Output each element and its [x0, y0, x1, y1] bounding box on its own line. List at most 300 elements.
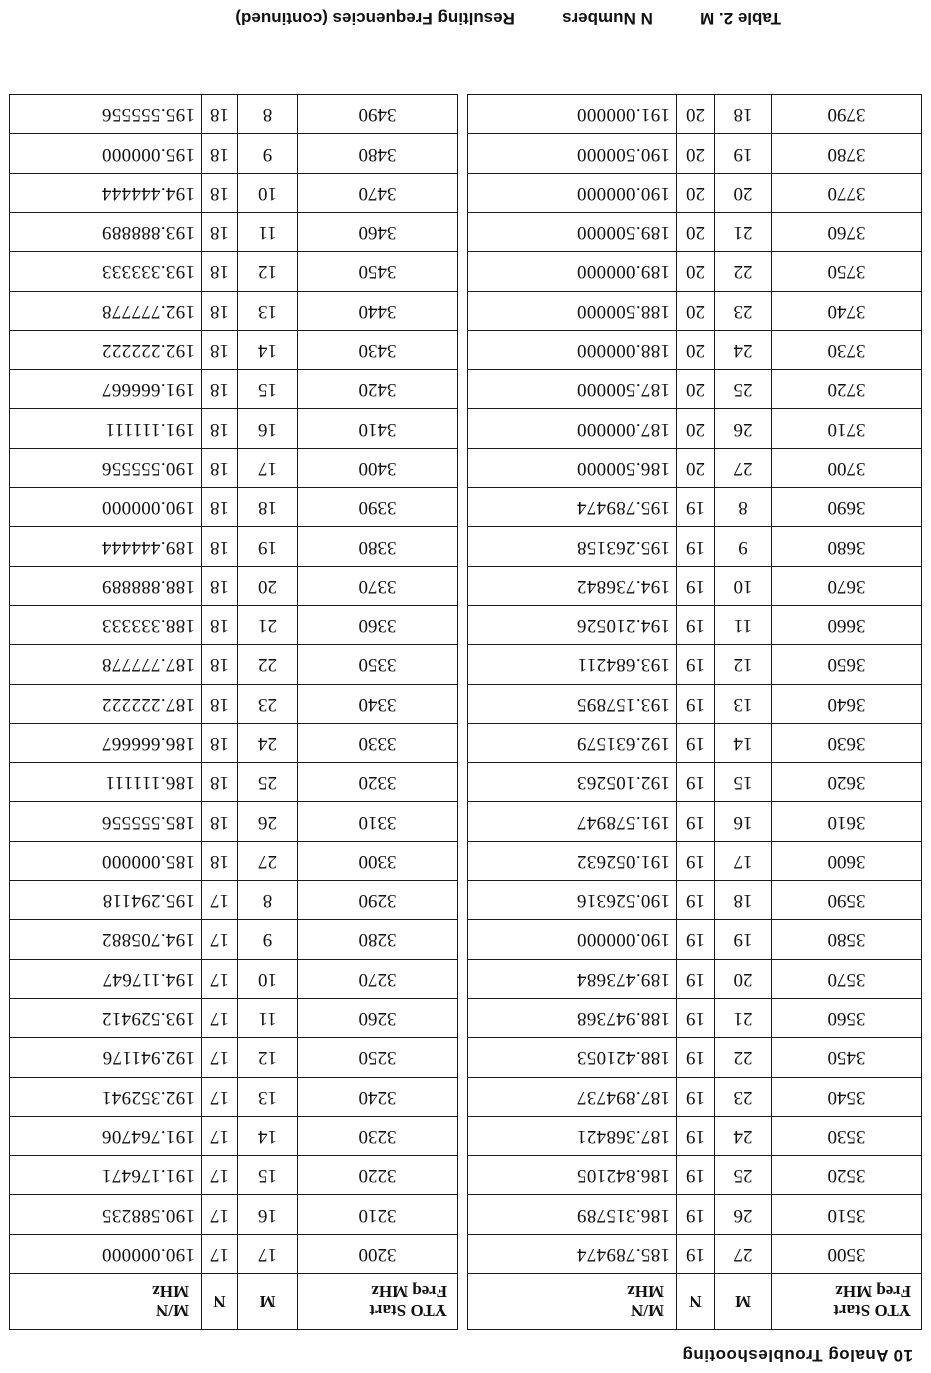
n-cell: 19: [677, 566, 715, 605]
yto-cell: 3280: [298, 920, 458, 959]
yto-cell: 3600: [772, 841, 922, 880]
table-header-row: [468, 1274, 922, 1330]
result-cell: 192.631579: [468, 723, 677, 762]
n-cell: 20: [677, 173, 715, 212]
yto-cell: 3320: [298, 763, 458, 802]
m-cell: 17: [238, 448, 298, 487]
n-cell: 19: [677, 684, 715, 723]
table-row: [468, 998, 922, 1037]
result-cell: 195.789474: [468, 488, 677, 527]
result-cell: 187.368421: [468, 1116, 677, 1155]
table-row: [468, 645, 922, 684]
table-row: [468, 173, 922, 212]
n-cell: 17: [202, 998, 238, 1037]
result-cell: 188.421053: [468, 1038, 677, 1077]
m-cell: 13: [238, 1077, 298, 1116]
yto-cell: 3340: [298, 684, 458, 723]
result-cell: 190.000000: [10, 1234, 202, 1273]
n-cell: 20: [677, 252, 715, 291]
m-cell: 22: [715, 252, 772, 291]
result-cell: 185.789474: [468, 1234, 677, 1273]
m-cell: 13: [238, 291, 298, 330]
yto-column-header: YTO Start Freq MHz: [298, 1274, 458, 1330]
table-header-row: [10, 1274, 458, 1330]
result-cell: 195.555556: [10, 95, 202, 134]
table-row: [468, 920, 922, 959]
mn-column-header: M/N MHz: [10, 1274, 202, 1330]
result-cell: 191.052632: [468, 841, 677, 880]
yto-column-header: YTO Start Freq MHz: [772, 1274, 922, 1330]
m-cell: 8: [238, 95, 298, 134]
yto-cell: 3770: [772, 173, 922, 212]
m-cell: 16: [238, 409, 298, 448]
caption-title: N Numbers: [562, 9, 653, 28]
m-cell: 18: [715, 95, 772, 134]
m-cell: 27: [715, 1234, 772, 1273]
table-row: [468, 409, 922, 448]
yto-cell: 3480: [298, 134, 458, 173]
yto-cell: 3510: [772, 1195, 922, 1234]
yto-cell: 3260: [298, 998, 458, 1037]
n-cell: 18: [202, 763, 238, 802]
result-cell: 191.764706: [10, 1116, 202, 1155]
m-cell: 11: [238, 998, 298, 1037]
m-cell: 26: [715, 409, 772, 448]
yto-cell: 3530: [772, 1116, 922, 1155]
table-row: [468, 1038, 922, 1077]
yto-cell: 3760: [772, 212, 922, 251]
result-cell: 190.526316: [468, 881, 677, 920]
m-cell: 10: [238, 173, 298, 212]
yto-cell: 3610: [772, 802, 922, 841]
m-column-header: M: [238, 1274, 298, 1330]
yto-cell: 3250: [298, 1038, 458, 1077]
n-cell: 20: [677, 448, 715, 487]
result-cell: 186.842105: [468, 1156, 677, 1195]
yto-cell: 3640: [772, 684, 922, 723]
n-cell: 18: [202, 841, 238, 880]
table-row: [468, 841, 922, 880]
n-cell: 17: [202, 1038, 238, 1077]
yto-cell: 3370: [298, 566, 458, 605]
yto-cell: 3200: [298, 1234, 458, 1273]
n-cell: 19: [677, 841, 715, 880]
n-cell: 18: [202, 134, 238, 173]
m-cell: 9: [715, 527, 772, 566]
m-cell: 26: [238, 802, 298, 841]
n-cell: 18: [202, 684, 238, 723]
table-row: [468, 723, 922, 762]
caption-label: Table 2. M: [700, 9, 781, 28]
m-cell: 10: [238, 959, 298, 998]
m-cell: 18: [238, 488, 298, 527]
result-cell: 192.222222: [10, 330, 202, 369]
n-cell: 18: [202, 252, 238, 291]
n-cell: 19: [677, 1116, 715, 1155]
yto-cell: 3670: [772, 566, 922, 605]
m-cell: 23: [715, 291, 772, 330]
table-row: [10, 527, 458, 566]
result-cell: 194.705882: [10, 920, 202, 959]
m-cell: 11: [715, 605, 772, 644]
yto-cell: 3710: [772, 409, 922, 448]
table-row: [468, 370, 922, 409]
m-cell: 9: [238, 920, 298, 959]
table-row: [468, 527, 922, 566]
n-cell: 19: [677, 802, 715, 841]
result-cell: 187.500000: [468, 370, 677, 409]
m-cell: 19: [715, 920, 772, 959]
yto-cell: 3780: [772, 134, 922, 173]
yto-cell: 3270: [298, 959, 458, 998]
m-cell: 9: [238, 134, 298, 173]
m-cell: 21: [715, 998, 772, 1037]
result-cell: 191.111111: [10, 409, 202, 448]
result-cell: 185.000000: [10, 841, 202, 880]
result-cell: 194.210526: [468, 605, 677, 644]
n-cell: 17: [202, 881, 238, 920]
n-cell: 19: [677, 723, 715, 762]
yto-cell: 3290: [298, 881, 458, 920]
m-cell: 20: [715, 173, 772, 212]
yto-cell: 3590: [772, 881, 922, 920]
table-row: [10, 1234, 458, 1273]
yto-cell: 3620: [772, 763, 922, 802]
yto-cell: 3450: [772, 1038, 922, 1077]
table-row: [468, 802, 922, 841]
n-cell: 18: [202, 409, 238, 448]
n-cell: 18: [202, 212, 238, 251]
yto-cell: 3220: [298, 1156, 458, 1195]
n-cell: 18: [202, 173, 238, 212]
yto-cell: 3520: [772, 1156, 922, 1195]
n-cell: 17: [202, 1195, 238, 1234]
m-cell: 12: [715, 645, 772, 684]
table-row: [468, 605, 922, 644]
m-column-header: M: [715, 1274, 772, 1330]
yto-cell: 3400: [298, 448, 458, 487]
frequency-table-right: [9, 94, 458, 1330]
n-cell: 20: [677, 291, 715, 330]
m-cell: 25: [238, 763, 298, 802]
table-row: [10, 881, 458, 920]
yto-cell: 3380: [298, 527, 458, 566]
table-row: [468, 566, 922, 605]
yto-cell: 3690: [772, 488, 922, 527]
table-row: [468, 330, 922, 369]
yto-cell: 3350: [298, 645, 458, 684]
result-cell: 188.000000: [468, 330, 677, 369]
yto-cell: 3240: [298, 1077, 458, 1116]
m-cell: 15: [715, 763, 772, 802]
n-cell: 18: [202, 605, 238, 644]
m-cell: 20: [715, 959, 772, 998]
n-cell: 17: [202, 1156, 238, 1195]
table-row: [10, 252, 458, 291]
yto-cell: 3390: [298, 488, 458, 527]
table-row: [468, 1195, 922, 1234]
yto-cell: 3540: [772, 1077, 922, 1116]
result-cell: 191.000000: [468, 95, 677, 134]
table-row: [10, 95, 458, 134]
result-cell: 186.315789: [468, 1195, 677, 1234]
m-cell: 21: [238, 605, 298, 644]
yto-cell: 3310: [298, 802, 458, 841]
n-cell: 20: [677, 212, 715, 251]
m-cell: 27: [715, 448, 772, 487]
m-cell: 16: [715, 802, 772, 841]
table-row: [468, 1116, 922, 1155]
table-row: [10, 959, 458, 998]
table-row: [10, 448, 458, 487]
n-cell: 18: [202, 527, 238, 566]
m-cell: 10: [715, 566, 772, 605]
result-cell: 195.294118: [10, 881, 202, 920]
m-cell: 11: [238, 212, 298, 251]
result-cell: 194.117647: [10, 959, 202, 998]
table-row: [468, 252, 922, 291]
yto-cell: 3700: [772, 448, 922, 487]
yto-cell: 3680: [772, 527, 922, 566]
yto-cell: 3490: [298, 95, 458, 134]
result-cell: 187.222222: [10, 684, 202, 723]
n-cell: 19: [677, 998, 715, 1037]
result-cell: 193.333333: [10, 252, 202, 291]
result-cell: 193.684211: [468, 645, 677, 684]
table-row: [468, 95, 922, 134]
n-cell: 19: [677, 605, 715, 644]
m-cell: 14: [715, 723, 772, 762]
result-cell: 186.666667: [10, 723, 202, 762]
result-cell: 187.777778: [10, 645, 202, 684]
yto-cell: 3580: [772, 920, 922, 959]
n-cell: 20: [677, 134, 715, 173]
m-cell: 27: [238, 841, 298, 880]
result-cell: 186.500000: [468, 448, 677, 487]
table-row: [10, 370, 458, 409]
n-cell: 20: [677, 370, 715, 409]
table-row: [10, 645, 458, 684]
result-cell: 193.888889: [10, 212, 202, 251]
m-cell: 24: [715, 330, 772, 369]
m-cell: 12: [238, 252, 298, 291]
n-cell: 19: [677, 1234, 715, 1273]
n-cell: 17: [202, 1234, 238, 1273]
result-cell: 190.555556: [10, 448, 202, 487]
table-row: [468, 959, 922, 998]
m-cell: 19: [715, 134, 772, 173]
table-row: [468, 291, 922, 330]
n-cell: 20: [677, 409, 715, 448]
n-cell: 18: [202, 370, 238, 409]
yto-cell: 3360: [298, 605, 458, 644]
m-cell: 14: [238, 1116, 298, 1155]
n-cell: 19: [677, 1156, 715, 1195]
m-cell: 17: [238, 1234, 298, 1273]
n-cell: 18: [202, 566, 238, 605]
result-cell: 190.000000: [10, 488, 202, 527]
result-cell: 189.000000: [468, 252, 677, 291]
result-cell: 188.500000: [468, 291, 677, 330]
page-header: 10 Analog Troubleshooting: [682, 1346, 913, 1365]
m-cell: 15: [238, 370, 298, 409]
table-row: [468, 684, 922, 723]
table-row: [10, 920, 458, 959]
result-cell: 188.888889: [10, 566, 202, 605]
yto-cell: 3460: [298, 212, 458, 251]
table-row: [10, 763, 458, 802]
result-cell: 192.777778: [10, 291, 202, 330]
n-cell: 19: [677, 1195, 715, 1234]
result-cell: 194.444444: [10, 173, 202, 212]
m-cell: 25: [715, 370, 772, 409]
table-row: [468, 488, 922, 527]
mn-column-header: M/N MHz: [468, 1274, 677, 1330]
yto-cell: 3230: [298, 1116, 458, 1155]
yto-cell: 3410: [298, 409, 458, 448]
m-cell: 17: [715, 841, 772, 880]
m-cell: 25: [715, 1156, 772, 1195]
n-cell: 19: [677, 488, 715, 527]
m-cell: 23: [715, 1077, 772, 1116]
table-row: [10, 488, 458, 527]
m-cell: 20: [238, 566, 298, 605]
m-cell: 12: [238, 1038, 298, 1077]
table-row: [10, 134, 458, 173]
n-cell: 18: [202, 291, 238, 330]
table-row: [10, 1077, 458, 1116]
result-cell: 192.105263: [468, 763, 677, 802]
yto-cell: 3730: [772, 330, 922, 369]
m-cell: 21: [715, 212, 772, 251]
n-cell: 18: [202, 488, 238, 527]
m-cell: 19: [238, 527, 298, 566]
result-cell: 192.941176: [10, 1038, 202, 1077]
table-row: [468, 448, 922, 487]
result-cell: 194.736842: [468, 566, 677, 605]
m-cell: 8: [715, 488, 772, 527]
table-row: [10, 723, 458, 762]
n-cell: 19: [677, 527, 715, 566]
table-row: [10, 1156, 458, 1195]
result-cell: 190.000000: [468, 920, 677, 959]
yto-cell: 3440: [298, 291, 458, 330]
table-row: [468, 134, 922, 173]
yto-cell: 3210: [298, 1195, 458, 1234]
table-row: [468, 881, 922, 920]
result-cell: 195.000000: [10, 134, 202, 173]
m-cell: 13: [715, 684, 772, 723]
result-cell: 191.176471: [10, 1156, 202, 1195]
table-row: [10, 1038, 458, 1077]
result-cell: 191.578947: [468, 802, 677, 841]
yto-cell: 3430: [298, 330, 458, 369]
result-cell: 188.333333: [10, 605, 202, 644]
result-cell: 192.352941: [10, 1077, 202, 1116]
table-row: [10, 1116, 458, 1155]
m-cell: 15: [238, 1156, 298, 1195]
result-cell: 188.947368: [468, 998, 677, 1037]
n-cell: 17: [202, 959, 238, 998]
yto-cell: 3300: [298, 841, 458, 880]
yto-cell: 3630: [772, 723, 922, 762]
m-cell: 18: [715, 881, 772, 920]
n-column-header: N: [677, 1274, 715, 1330]
yto-cell: 3740: [772, 291, 922, 330]
result-cell: 190.000000: [468, 173, 677, 212]
result-cell: 189.473684: [468, 959, 677, 998]
result-cell: 189.444444: [10, 527, 202, 566]
yto-cell: 3660: [772, 605, 922, 644]
result-cell: 193.529412: [10, 998, 202, 1037]
n-cell: 17: [202, 1077, 238, 1116]
n-cell: 17: [202, 920, 238, 959]
table-row: [10, 1195, 458, 1234]
yto-cell: 3330: [298, 723, 458, 762]
yto-cell: 3720: [772, 370, 922, 409]
yto-cell: 3790: [772, 95, 922, 134]
result-cell: 186.111111: [10, 763, 202, 802]
n-cell: 18: [202, 448, 238, 487]
n-cell: 18: [202, 723, 238, 762]
m-cell: 14: [238, 330, 298, 369]
table-row: [10, 212, 458, 251]
n-cell: 19: [677, 763, 715, 802]
m-cell: 22: [238, 645, 298, 684]
table-row: [468, 1077, 922, 1116]
m-cell: 24: [238, 723, 298, 762]
m-cell: 8: [238, 881, 298, 920]
table-row: [468, 763, 922, 802]
table-row: [468, 1234, 922, 1273]
m-cell: 26: [715, 1195, 772, 1234]
n-cell: 20: [677, 95, 715, 134]
result-cell: 187.894737: [468, 1077, 677, 1116]
yto-cell: 3470: [298, 173, 458, 212]
n-cell: 19: [677, 920, 715, 959]
yto-cell: 3560: [772, 998, 922, 1037]
caption-subtitle: Resulting Frequencies (continued): [235, 9, 515, 28]
n-cell: 18: [202, 330, 238, 369]
table-row: [10, 998, 458, 1037]
yto-cell: 3500: [772, 1234, 922, 1273]
yto-cell: 3450: [298, 252, 458, 291]
table-row: [10, 409, 458, 448]
n-cell: 18: [202, 95, 238, 134]
n-cell: 19: [677, 881, 715, 920]
table-row: [468, 212, 922, 251]
m-cell: 22: [715, 1038, 772, 1077]
n-cell: 19: [677, 1038, 715, 1077]
table-row: [10, 173, 458, 212]
yto-cell: 3750: [772, 252, 922, 291]
result-cell: 190.500000: [468, 134, 677, 173]
table-row: [10, 684, 458, 723]
frequency-table-left: [467, 94, 922, 1330]
result-cell: 191.666667: [10, 370, 202, 409]
result-cell: 189.500000: [468, 212, 677, 251]
result-cell: 187.000000: [468, 409, 677, 448]
result-cell: 190.588235: [10, 1195, 202, 1234]
m-cell: 24: [715, 1116, 772, 1155]
table-row: [10, 841, 458, 880]
m-cell: 16: [238, 1195, 298, 1234]
result-cell: 195.263158: [468, 527, 677, 566]
m-cell: 23: [238, 684, 298, 723]
table-row: [10, 802, 458, 841]
table-row: [10, 566, 458, 605]
yto-cell: 3570: [772, 959, 922, 998]
